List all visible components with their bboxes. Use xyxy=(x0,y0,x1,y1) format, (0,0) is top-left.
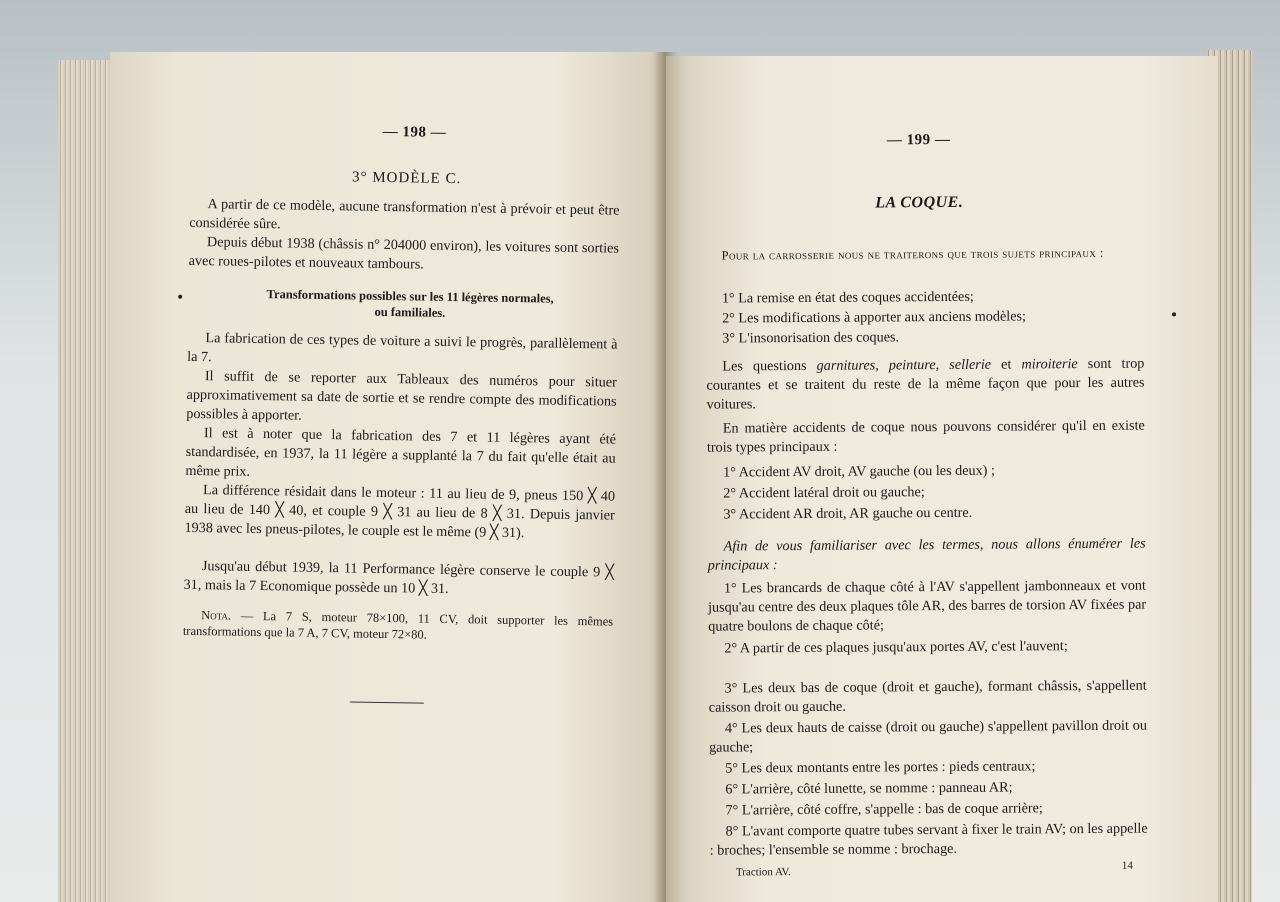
subheading-line-1: Transformations possibles sur les 11 légères normales, xyxy=(266,287,554,306)
nota-text: — La 7 S, moteur 78×100, 11 CV, doit supporter les mêmes transformations que la 7 A, 7 CV, moteur 72×80. xyxy=(182,608,614,642)
paragraph-3: La fabrication de ces types de voiture a suivi le progrès, parallèlement à la 7. xyxy=(187,330,618,366)
terms-intro: Afin de vous familiariser avec les termes, nous allons énumérer les principaux : xyxy=(707,535,1146,574)
subject-item: 1° La remise en état des coques accidentées; xyxy=(721,288,974,307)
section-title: 3° MODÈLE C. xyxy=(351,169,462,188)
questions-italic-terms: garnitures, peinture, sellerie xyxy=(816,356,992,374)
footer-signature-number: 14 xyxy=(1121,859,1133,872)
left-page xyxy=(110,52,666,902)
intro-text: Pour la carrosserie nous ne traiterons que trois sujets principaux : xyxy=(721,245,1104,263)
chapter-title: LA COQUE. xyxy=(875,193,964,212)
questions-paragraph xyxy=(706,355,1144,415)
term-item: 8° L'avant comporte quatre tubes servant à fixer le train AV; on les appelle : broches; l'ensemble se nomme : brochage. xyxy=(709,820,1148,859)
term-item: 3° Les deux bas de coque (droit et gauche), formant châssis, s'appellent caisson droit ou gauche. xyxy=(708,677,1147,716)
nota-label: Nota. xyxy=(201,608,232,623)
questions-text-mid: et xyxy=(990,356,1022,373)
term-item: 4° Les deux hauts de caisse (droit ou gauche) s'appellent pavillon droit ou gauche; xyxy=(708,717,1147,756)
paragraph-7: Jusqu'au début 1939, la 11 Performance légère conserve le couple 9 ╳ 31, mais la 7 Economique possède un 10 ╳ 31. xyxy=(183,558,614,597)
questions-text-end: sont trop courantes et se traitent du reste de la même façon que pour les autres voitures. xyxy=(706,355,1145,413)
paragraph-5: Il est à noter que la fabrication des 7 et 11 légères ayant été standardisée, en 1937, la 11 légère a supplanté la 7 du fait qu'elle était au même prix. xyxy=(185,425,617,480)
page-number-198: — 198 — xyxy=(382,123,447,141)
accident-item: 1° Accident AV droit, AV gauche (ou les deux) ; xyxy=(723,462,995,481)
accident-item: 3° Accident AR droit, AR gauche ou centre. xyxy=(723,504,973,523)
questions-italic-term: miroiterie xyxy=(1021,356,1078,373)
end-rule xyxy=(350,701,424,703)
subject-item: 3° L'insonorisation des coques. xyxy=(722,329,900,347)
term-item: 7° L'arrière, côté coffre, s'appelle : bas de coque arrière; xyxy=(725,800,1043,819)
questions-text-start: Les questions xyxy=(722,357,817,375)
nota-block xyxy=(183,607,613,646)
footer-book-title: Traction AV. xyxy=(735,866,791,879)
margin-mark xyxy=(1172,312,1176,316)
accidents-intro: En matière accidents de coque nous pouvons considérer qu'il en existe trois types principaux : xyxy=(706,417,1145,456)
paragraph-1: A partir de ce modèle, aucune transformation n'est à prévoir et peut être considérée sûre. xyxy=(189,196,620,233)
paragraph-4: Il suffit de se reporter aux Tableaux des numéros pour situer approximativement sa date de sortie et se rendre compte des modifications possibles à apporter. xyxy=(186,368,617,424)
right-page xyxy=(666,56,1218,902)
bullet-mark xyxy=(178,295,182,299)
subject-item: 2° Les modifications à apporter aux anciens modèles; xyxy=(721,308,1027,327)
term-item: 1° Les brancards de chaque côté à l'AV s'appellent jambonneaux et vont jusqu'au centre des deux plaques tôle AR, des barres de torsion AV fixées par quatre boulons de chaque côté; xyxy=(708,577,1147,635)
term-item: 5° Les deux montants entre les portes : pieds centraux; xyxy=(725,758,1036,777)
accident-item: 2° Accident latéral droit ou gauche; xyxy=(723,484,925,502)
term-item: 6° L'arrière, côté lunette, se nomme : panneau AR; xyxy=(725,779,1013,798)
term-item: 2° A partir de ces plaques jusqu'aux portes AV, c'est l'auvent; xyxy=(724,638,1068,657)
paragraph-2: Depuis début 1938 (châssis n° 204000 environ), les voitures sont sorties avec roues-pilotes et nouveaux tambours. xyxy=(188,234,620,273)
subheading-line-2: ou familiales. xyxy=(374,304,446,320)
paragraph-6: La différence résidait dans le moteur : 11 au lieu de 9, pneus 150 ╳ 40 au lieu de 140 ╳ 40, et couple 9 ╳ 31 au lieu de 8 ╳ 31. Depuis janvier 1938 avec les pneus-pilotes, le couple est le même (9 ╳ 31). xyxy=(184,482,616,542)
page-number-199: — 199 — xyxy=(886,131,951,149)
